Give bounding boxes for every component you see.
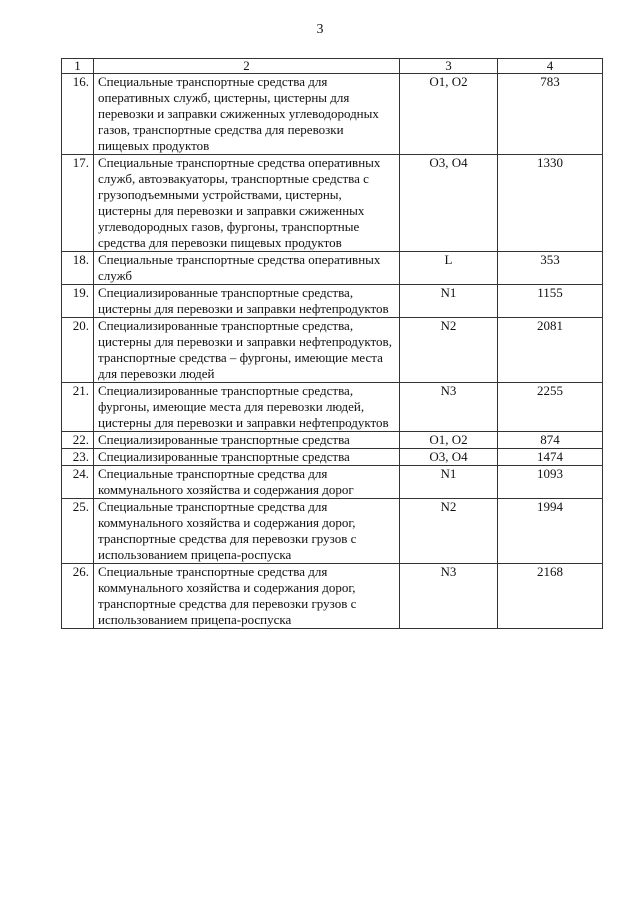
value-cell: 353: [498, 252, 603, 285]
value-cell: 1155: [498, 285, 603, 318]
table-row: [62, 252, 603, 285]
table-row: [62, 449, 603, 466]
category-cell: O3, O4: [400, 155, 498, 252]
category-cell: O1, O2: [400, 432, 498, 449]
category-cell: N3: [400, 383, 498, 432]
value-cell: 1994: [498, 499, 603, 564]
table-row: [62, 499, 603, 564]
table-header-row: [62, 59, 603, 74]
table-row: [62, 383, 603, 432]
table-row: [62, 155, 603, 252]
column-header-2: 2: [94, 59, 400, 74]
row-number-cell: 24.: [62, 466, 94, 499]
tariff-table: [61, 58, 603, 629]
row-number-cell: 22.: [62, 432, 94, 449]
description-cell: Специализированные транспортные средства, фургоны, имеющие места для перевозки людей, цистерны для перевозки и заправки нефтепродуктов: [94, 383, 400, 432]
table-row: [62, 74, 603, 155]
row-number-cell: 21.: [62, 383, 94, 432]
category-cell: N2: [400, 499, 498, 564]
row-number-cell: 23.: [62, 449, 94, 466]
category-cell: N3: [400, 564, 498, 629]
table-row: [62, 432, 603, 449]
column-header-4: 4: [498, 59, 603, 74]
table-row: [62, 564, 603, 629]
description-cell: Специализированные транспортные средства, цистерны для перевозки и заправки нефтепродуктов: [94, 285, 400, 318]
category-cell: L: [400, 252, 498, 285]
description-cell: Специальные транспортные средства для коммунального хозяйства и содержания дорог, транспортные средства для перевозки грузов с использованием прицепа-роспуска: [94, 564, 400, 629]
column-header-3: 3: [400, 59, 498, 74]
description-cell: Специальные транспортные средства оперативных служб, автоэвакуаторы, транспортные средства с грузоподъемными устройствами, цистерны, цистерны для перевозки и заправки сжиженных углеводородных газов, фургоны, транспортные средства для перевозки пищевых продуктов: [94, 155, 400, 252]
row-number-cell: 26.: [62, 564, 94, 629]
description-cell: Специализированные транспортные средства: [94, 432, 400, 449]
table-body: [62, 74, 603, 629]
value-cell: 1474: [498, 449, 603, 466]
category-cell: O3, O4: [400, 449, 498, 466]
row-number-cell: 25.: [62, 499, 94, 564]
value-cell: 2081: [498, 318, 603, 383]
category-cell: O1, O2: [400, 74, 498, 155]
description-cell: Специальные транспортные средства для коммунального хозяйства и содержания дорог, транспортные средства для перевозки грузов с использованием прицепа-роспуска: [94, 499, 400, 564]
category-cell: N1: [400, 466, 498, 499]
description-cell: Специализированные транспортные средства: [94, 449, 400, 466]
description-cell: Специальные транспортные средства оперативных служб: [94, 252, 400, 285]
value-cell: 874: [498, 432, 603, 449]
description-cell: Специализированные транспортные средства, цистерны для перевозки и заправки нефтепродуктов, транспортные средства – фургоны, имеющие места для перевозки людей: [94, 318, 400, 383]
value-cell: 2255: [498, 383, 603, 432]
value-cell: 1330: [498, 155, 603, 252]
row-number-cell: 16.: [62, 74, 94, 155]
description-cell: Специальные транспортные средства для оперативных служб, цистерны, цистерны для перевозки и заправки сжиженных углеводородных газов, транспортные средства для перевозки пищевых продуктов: [94, 74, 400, 155]
table-row: [62, 466, 603, 499]
column-header-1: 1: [62, 59, 94, 74]
value-cell: 783: [498, 74, 603, 155]
row-number-cell: 18.: [62, 252, 94, 285]
table-row: [62, 285, 603, 318]
row-number-cell: 19.: [62, 285, 94, 318]
page-number: 3: [316, 22, 324, 37]
value-cell: 2168: [498, 564, 603, 629]
table-row: [62, 318, 603, 383]
category-cell: N1: [400, 285, 498, 318]
row-number-cell: 17.: [62, 155, 94, 252]
value-cell: 1093: [498, 466, 603, 499]
row-number-cell: 20.: [62, 318, 94, 383]
category-cell: N2: [400, 318, 498, 383]
description-cell: Специальные транспортные средства для коммунального хозяйства и содержания дорог: [94, 466, 400, 499]
